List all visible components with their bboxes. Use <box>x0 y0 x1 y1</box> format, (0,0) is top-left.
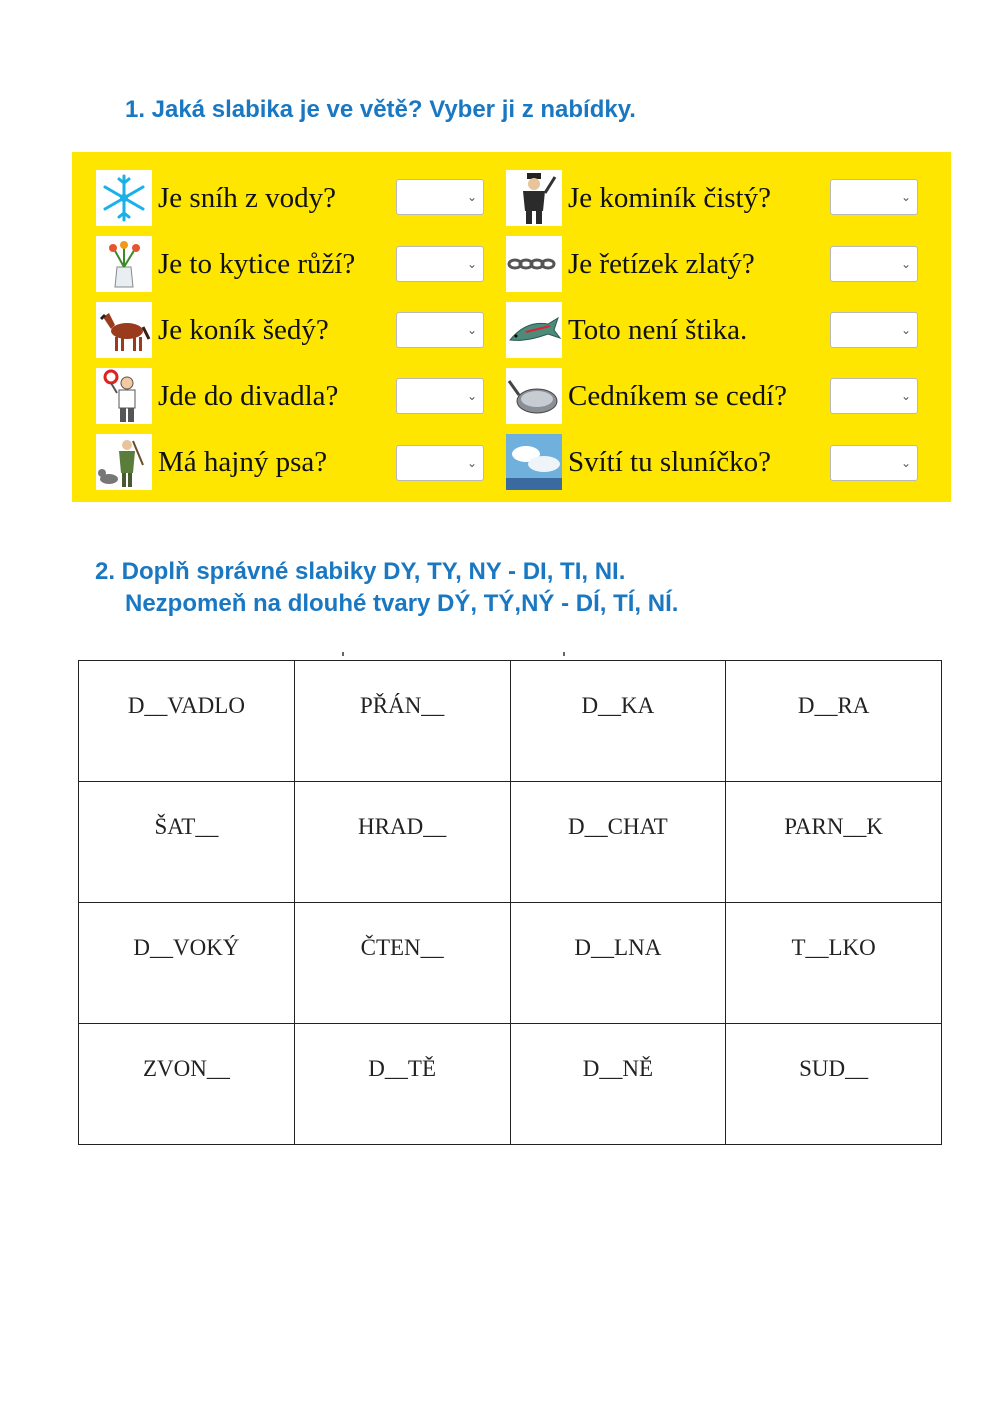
word-cell[interactable]: ZVON__ <box>79 1024 295 1145</box>
sentence-text: Má hajný psa? <box>158 445 328 478</box>
table-row <box>79 782 942 903</box>
sentence-row <box>506 432 771 492</box>
clouds-icon <box>506 434 562 490</box>
sentence-text: Je to kytice růží? <box>158 247 356 280</box>
sentence-text: Toto není štika. <box>568 313 748 346</box>
chevron-down-icon: ⌄ <box>900 456 911 470</box>
chevron-down-icon: ⌄ <box>900 323 911 337</box>
sentence-row <box>96 300 329 360</box>
syllable-dropdown[interactable] <box>396 445 484 481</box>
snowflake-icon <box>96 170 152 226</box>
sentence-row <box>506 366 787 426</box>
syllable-dropdown[interactable] <box>396 312 484 348</box>
sentence-row <box>96 366 338 426</box>
task2-heading <box>95 556 678 620</box>
syllable-dropdown[interactable] <box>830 246 918 282</box>
word-cell[interactable]: D__NĚ <box>510 1024 726 1145</box>
word-cell[interactable]: D__CHAT <box>510 782 726 903</box>
chevron-down-icon: ⌄ <box>900 190 911 204</box>
task2-heading-line2: Nezpomeň na dlouhé tvary DÝ, TÝ,NÝ - DÍ, TÍ, NÍ. <box>125 590 679 617</box>
syllable-dropdown[interactable] <box>830 445 918 481</box>
sentence-text: Je sníh z vody? <box>158 181 336 214</box>
chevron-down-icon: ⌄ <box>900 257 911 271</box>
sentence-text: Svítí tu sluníčko? <box>568 445 771 478</box>
chevron-down-icon: ⌄ <box>466 323 477 337</box>
flower-vase-icon <box>96 236 152 292</box>
word-cell[interactable]: PŘÁN__ <box>294 661 510 782</box>
word-grid <box>78 660 942 1145</box>
word-cell[interactable]: T__LKO <box>726 903 942 1024</box>
exercise1-panel <box>72 152 951 502</box>
hunter-icon <box>96 434 152 490</box>
chevron-down-icon: ⌄ <box>466 389 477 403</box>
sentence-text: Je kominík čistý? <box>568 181 771 214</box>
chevron-down-icon: ⌄ <box>466 456 477 470</box>
sentence-row <box>506 234 755 294</box>
chevron-down-icon: ⌄ <box>900 389 911 403</box>
syllable-dropdown[interactable] <box>830 378 918 414</box>
sentence-row <box>96 432 327 492</box>
sentence-row <box>96 168 336 228</box>
chain-icon <box>506 236 562 292</box>
table-row <box>79 903 942 1024</box>
chevron-down-icon: ⌄ <box>466 190 477 204</box>
scan-mark <box>563 652 565 656</box>
scan-mark <box>342 652 344 656</box>
word-cell[interactable]: D__RA <box>726 661 942 782</box>
table-row <box>79 1024 942 1145</box>
sentence-text: Cedníkem se cedí? <box>568 379 788 412</box>
word-cell[interactable]: PARN__K <box>726 782 942 903</box>
task1-heading: 1. Jaká slabika je ve větě? Vyber ji z nabídky. <box>125 96 636 123</box>
chevron-down-icon: ⌄ <box>466 257 477 271</box>
word-cell[interactable]: D__LNA <box>510 903 726 1024</box>
word-cell[interactable]: HRAD__ <box>294 782 510 903</box>
sentence-row <box>506 300 747 360</box>
sentence-text: Jde do divadla? <box>158 379 339 412</box>
task2-heading-line1: 2. Doplň správné slabiky DY, TY, NY - DI, TI, NI. <box>95 558 626 585</box>
word-cell[interactable]: ČTEN__ <box>294 903 510 1024</box>
horse-icon <box>96 302 152 358</box>
word-cell[interactable]: D__KA <box>510 661 726 782</box>
colander-icon <box>506 368 562 424</box>
sentence-text: Je řetízek zlatý? <box>568 247 755 280</box>
word-cell[interactable]: D__VADLO <box>79 661 295 782</box>
dispatcher-icon <box>96 368 152 424</box>
chimney-sweep-icon <box>506 170 562 226</box>
syllable-dropdown[interactable] <box>830 179 918 215</box>
word-cell[interactable]: SUD__ <box>726 1024 942 1145</box>
table-row <box>79 661 942 782</box>
syllable-dropdown[interactable] <box>396 179 484 215</box>
syllable-dropdown[interactable] <box>396 246 484 282</box>
sentence-text: Je koník šedý? <box>158 313 329 346</box>
fish-icon <box>506 302 562 358</box>
sentence-row <box>96 234 355 294</box>
word-cell[interactable]: D__TĚ <box>294 1024 510 1145</box>
syllable-dropdown[interactable] <box>830 312 918 348</box>
word-cell[interactable]: ŠAT__ <box>79 782 295 903</box>
syllable-dropdown[interactable] <box>396 378 484 414</box>
sentence-row <box>506 168 771 228</box>
word-cell[interactable]: D__VOKÝ <box>79 903 295 1024</box>
